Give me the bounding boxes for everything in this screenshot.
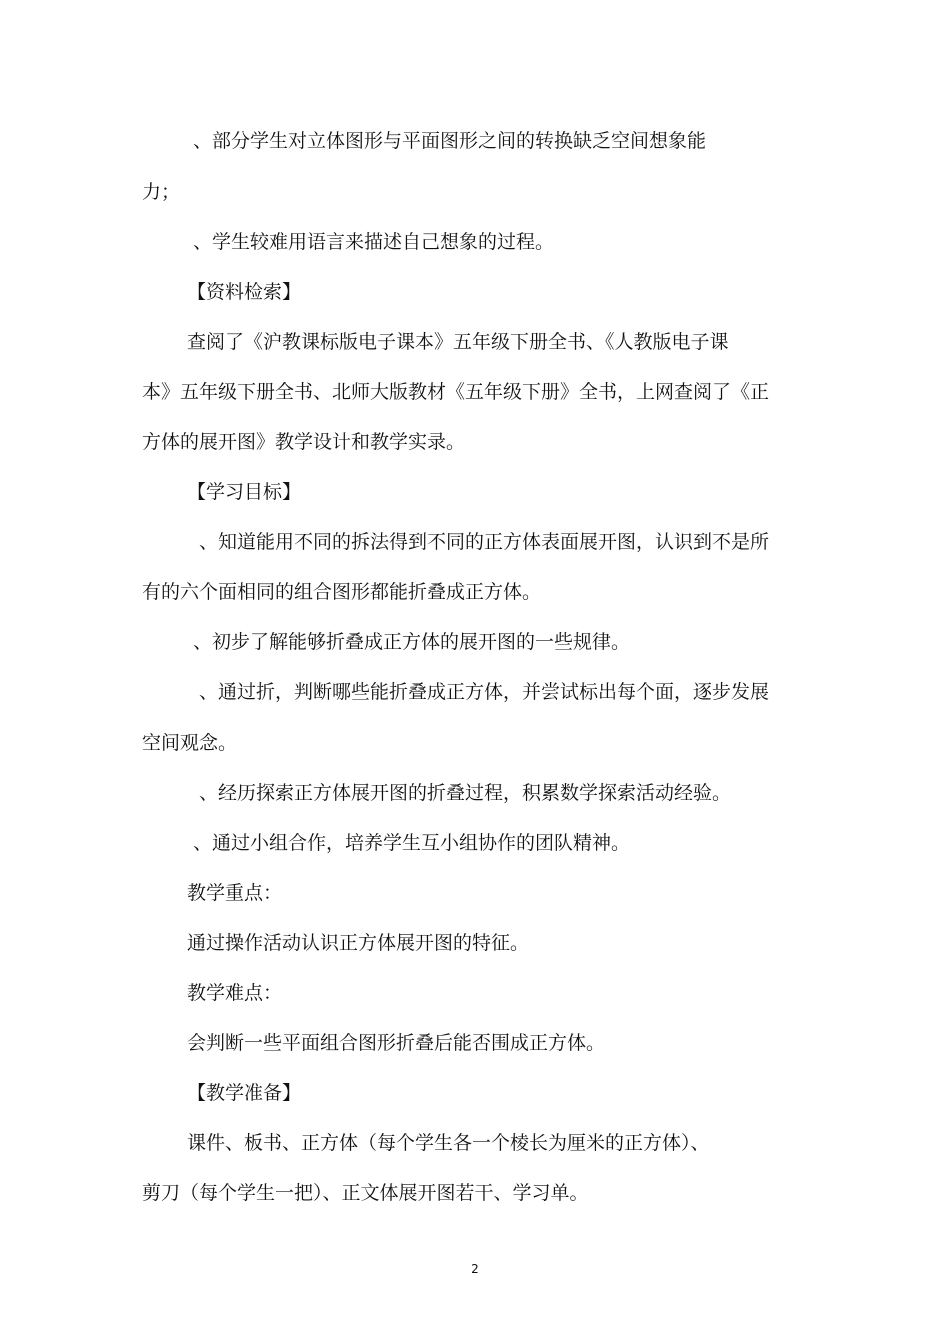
text-line: 、部分学生对立体图形与平面图形之间的转换缺乏空间想象能 (193, 130, 707, 152)
text-line: 、初步了解能够折叠成正方体的展开图的一些规律。 (193, 631, 631, 653)
section-heading: 【资料检索】 (187, 281, 302, 303)
section-heading: 【学习目标】 (187, 481, 302, 503)
text-line: 本》五年级下册全书、北师大版教材《五年级下册》全书，上网查阅了《正 (142, 381, 770, 403)
section-heading: 【教学准备】 (187, 1082, 302, 1104)
text-line: 、知道能用不同的拆法得到不同的正方体表面展开图，认识到不是所 (199, 531, 770, 553)
page-number: 2 (471, 1262, 479, 1276)
text-line: 课件、板书、正方体（每个学生各一个棱长为厘米的正方体）、 (187, 1132, 710, 1154)
text-line: 、学生较难用语言来描述自己想象的过程。 (193, 231, 555, 253)
subheading: 教学难点： (187, 982, 283, 1004)
text-line: 、经历探索正方体展开图的折叠过程，积累数学探索活动经验。 (199, 782, 732, 804)
text-line: 、通过小组合作，培养学生互小组协作的团队精神。 (193, 832, 631, 854)
text-line: 有的六个面相同的组合图形都能折叠成正方体。 (142, 581, 542, 603)
text-line: 会判断一些平面组合图形折叠后能否围成正方体。 (187, 1032, 606, 1054)
subheading: 教学重点： (187, 882, 283, 904)
text-line: 查阅了《沪教课标版电子课本》五年级下册全书、《人教版电子课 (187, 331, 729, 353)
text-line: 力； (142, 181, 181, 203)
text-line: 方体的展开图》教学设计和教学实录。 (142, 431, 466, 453)
text-line: 剪刀（每个学生一把）、正文体展开图若干、学习单。 (142, 1182, 589, 1204)
text-line: 空间观念。 (142, 732, 238, 754)
text-line: 、通过折，判断哪些能折叠成正方体，并尝试标出每个面，逐步发展 (199, 681, 770, 703)
text-line: 通过操作活动认识正方体展开图的特征。 (187, 932, 530, 954)
